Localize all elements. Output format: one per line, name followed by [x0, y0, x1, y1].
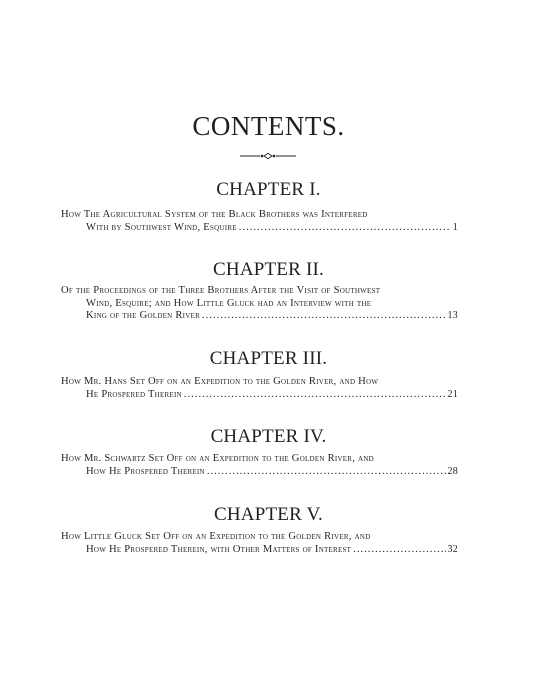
dot-leader: [184, 389, 446, 402]
chapter-heading: CHAPTER III.: [209, 348, 328, 369]
entry-line: How Little Gluck Set Off on an Expedition to the Golden River, and: [61, 531, 371, 542]
toc-entry[interactable]: [61, 285, 458, 323]
entry-last-line: [61, 389, 458, 402]
chapter-heading: CHAPTER I.: [216, 179, 321, 200]
chapter-heading: CHAPTER IV.: [210, 426, 327, 447]
entry-last-line: [61, 310, 458, 323]
ornament-divider-icon: [238, 151, 298, 161]
page-number: 28: [447, 465, 458, 477]
dot-leader: [207, 466, 446, 479]
dot-leader: [202, 310, 445, 323]
chapter-heading: CHAPTER V.: [214, 504, 323, 525]
entry-line: Of the Proceedings of the Three Brothers After the Visit of Southwest: [61, 285, 381, 296]
toc-entry[interactable]: [61, 376, 458, 401]
entry-last-line: [61, 544, 458, 557]
entry-line: How He Prospered Therein, with Other Matters of Interest: [86, 543, 352, 555]
entry-line: How Mr. Schwartz Set Off on an Expedition to the Golden River, and: [61, 453, 374, 464]
toc-entry[interactable]: [61, 531, 458, 556]
entry-line: With by Southwest Wind, Esquire: [86, 221, 237, 233]
dot-leader: [239, 222, 451, 235]
dot-leader: [353, 544, 445, 557]
page-number: 32: [447, 543, 458, 555]
entry-line: How The Agricultural System of the Black Brothers was Interfered: [61, 209, 368, 220]
entry-line: How Mr. Hans Set Off on an Expedition to the Golden River, and How: [61, 376, 379, 387]
entry-line: King of the Golden River: [86, 310, 201, 322]
page-number: 1: [452, 221, 458, 233]
page-number: 13: [447, 310, 458, 322]
toc-entry[interactable]: [61, 453, 458, 478]
entry-last-line: [61, 466, 458, 479]
entry-line: How He Prospered Therein: [86, 465, 205, 477]
page-number: 21: [447, 388, 458, 400]
chapter-heading: CHAPTER II.: [213, 259, 324, 280]
entry-line: Wind, Esquire; and How Little Gluck had an Interview with the: [86, 297, 372, 309]
entry-last-line: [61, 222, 458, 235]
toc-entry[interactable]: [61, 209, 458, 234]
entry-line: He Prospered Therein: [86, 388, 182, 400]
page-title: CONTENTS.: [192, 111, 345, 141]
